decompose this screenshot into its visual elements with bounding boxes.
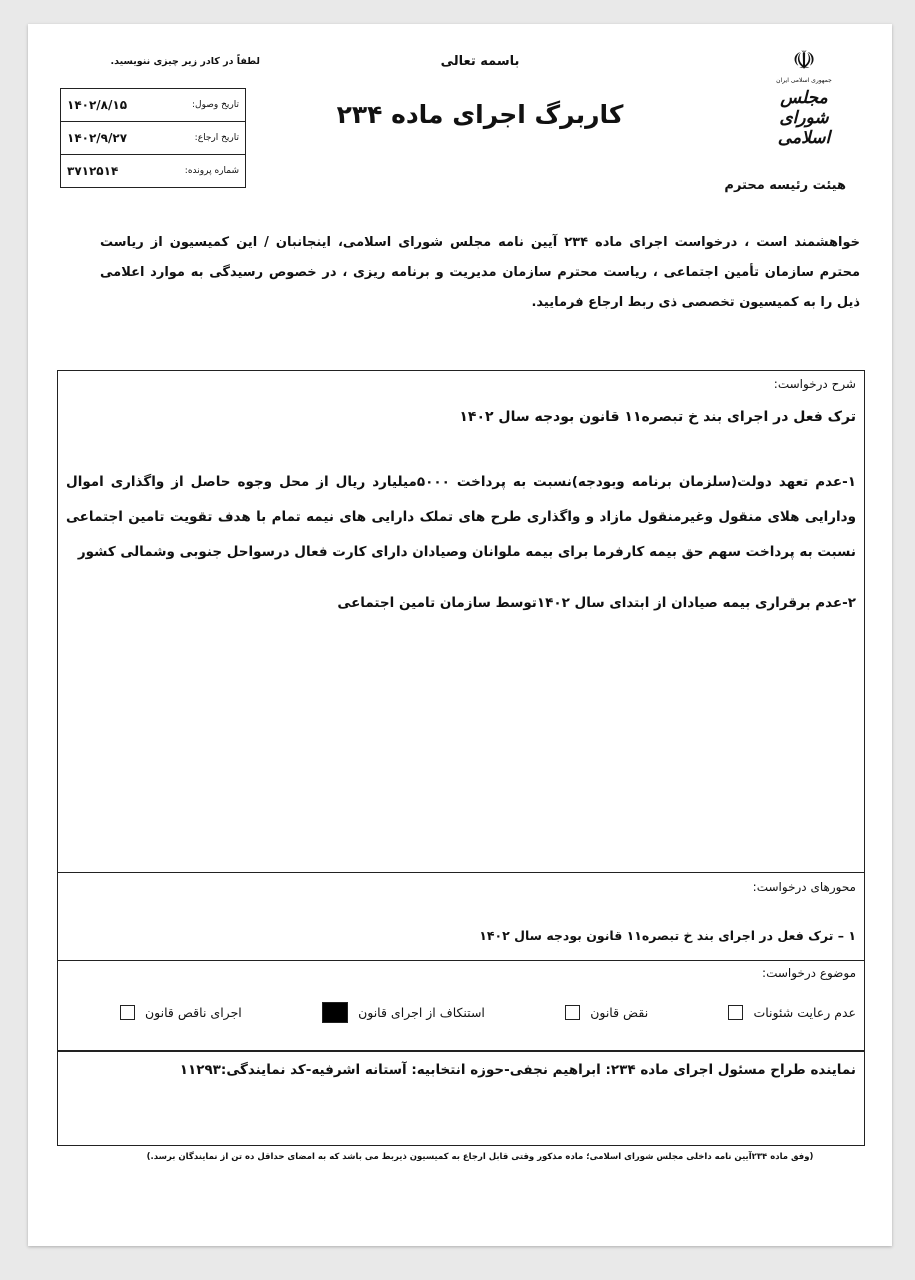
option-label: اجرای ناقص قانون: [145, 1004, 242, 1020]
request-form-box: [57, 370, 865, 1146]
addressee: هیئت رئیسه محترم: [724, 178, 846, 193]
option-label: عدم رعایت شئونات: [753, 1004, 856, 1020]
case-number-label: شماره پرونده:: [184, 166, 239, 176]
received-date-value: ۱۴۰۲/۸/۱۵: [67, 98, 128, 112]
topic-options: [120, 1000, 856, 1024]
received-date-label: تاریخ وصول:: [192, 100, 239, 110]
axes-section: [58, 872, 864, 961]
referral-date-row: [61, 122, 245, 155]
description-label: شرح درخواست:: [773, 377, 856, 391]
received-date-row: [61, 89, 245, 122]
description-item-2: ۲-عدم برقراری بیمه صیادان از ابتدای سال ۱۴۰۲توسط سازمان تامین اجتماعی: [337, 595, 856, 611]
metadata-box: [60, 88, 246, 188]
option-refusal[interactable]: [322, 1002, 485, 1023]
description-title: ترک فعل در اجرای بند خ تبصره۱۱ قانون بودجه سال ۱۴۰۲: [459, 409, 856, 425]
referral-date-label: تاریخ ارجاع:: [194, 133, 239, 143]
topic-section: [58, 960, 864, 1052]
option-incomplete[interactable]: [120, 1005, 242, 1020]
representative-line: نماینده طراح مسئول اجرای ماده ۲۳۴: ابراهیم نجفی-حوزه انتخابیه: آستانه اشرفیه-کد نمایندگی:۱۱۲۹۳: [179, 1062, 856, 1078]
description-section: [58, 371, 864, 873]
logo-caption: جمهوری اسلامی ایران: [776, 77, 832, 84]
option-label: نقض قانون: [590, 1004, 649, 1020]
option-label: استنکاف از اجرای قانون: [358, 1004, 485, 1020]
parliament-logo: [760, 46, 848, 146]
option-law-violation[interactable]: [565, 1005, 648, 1020]
description-item-1: ۱-عدم تعهد دولت(سلزمان برنامه وبودجه)نسبت به پرداخت ۵۰۰۰میلیارد ریال از محل وجوه حاصل از واگذاری اموال ودارایی هلای منقول وغیرمنقول مازاد و واگذاری طرح های تملک دارایی های نیمه تمام با هدف تقویت تامین اجتماعی نسبت به پرداخت سهم حق بیمه کارفرما برای بیمه ملوانان وصیادان دارای کارت فعال درسواحل جنوبی وشمالی کشور: [66, 474, 856, 560]
bismillah-heading: باسمه تعالی: [440, 54, 520, 69]
option-no-dignity[interactable]: [728, 1005, 856, 1020]
case-number-row: [61, 155, 245, 187]
emblem-icon: ☫: [792, 46, 816, 76]
footnote: (وفق ماده ۲۳۴آیین نامه داخلی مجلس شورای اسلامی؛ ماده مذکور وقتی قابل ارجاع به کمیسیون ذیربط می باشد که به امضای حداقل ده تن از نمایندگان برسد.): [146, 1152, 814, 1162]
checkbox[interactable]: [565, 1005, 580, 1020]
checkbox[interactable]: [728, 1005, 743, 1020]
form-title: کاربرگ اجرای ماده ۲۳۴: [336, 100, 624, 129]
checkbox[interactable]: [120, 1005, 135, 1020]
instruction-note: لطفاً در کادر زیر چیزی ننویسید.: [110, 56, 260, 67]
topic-label: موضوع درخواست:: [762, 966, 856, 980]
intro-paragraph: خواهشمند است ، درخواست اجرای ماده ۲۳۴ آیین نامه مجلس شورای اسلامی، اینجانبان / این کمیسیون از ریاست محترم سازمان تأمین اجتماعی ، ریاست محترم سازمان مدیریت و برنامه ریزی ، در خصوص رسیدگی به موارد اعلامی ذیل را به کمیسیون تخصصی ذی ربط ارجاع فرمایید.: [100, 235, 860, 310]
axes-item: ۱ – ترک فعل در اجرای بند خ تبصره۱۱ قانون بودجه سال ۱۴۰۲: [479, 928, 856, 943]
axes-label: محورهای درخواست:: [752, 880, 856, 894]
referral-date-value: ۱۴۰۲/۹/۲۷: [67, 131, 128, 145]
logo-text: مجلس شورای اسلامی: [777, 88, 831, 148]
case-number-value: ۳۷۱۲۵۱۴: [67, 164, 119, 178]
checkbox-checked[interactable]: [322, 1002, 348, 1023]
